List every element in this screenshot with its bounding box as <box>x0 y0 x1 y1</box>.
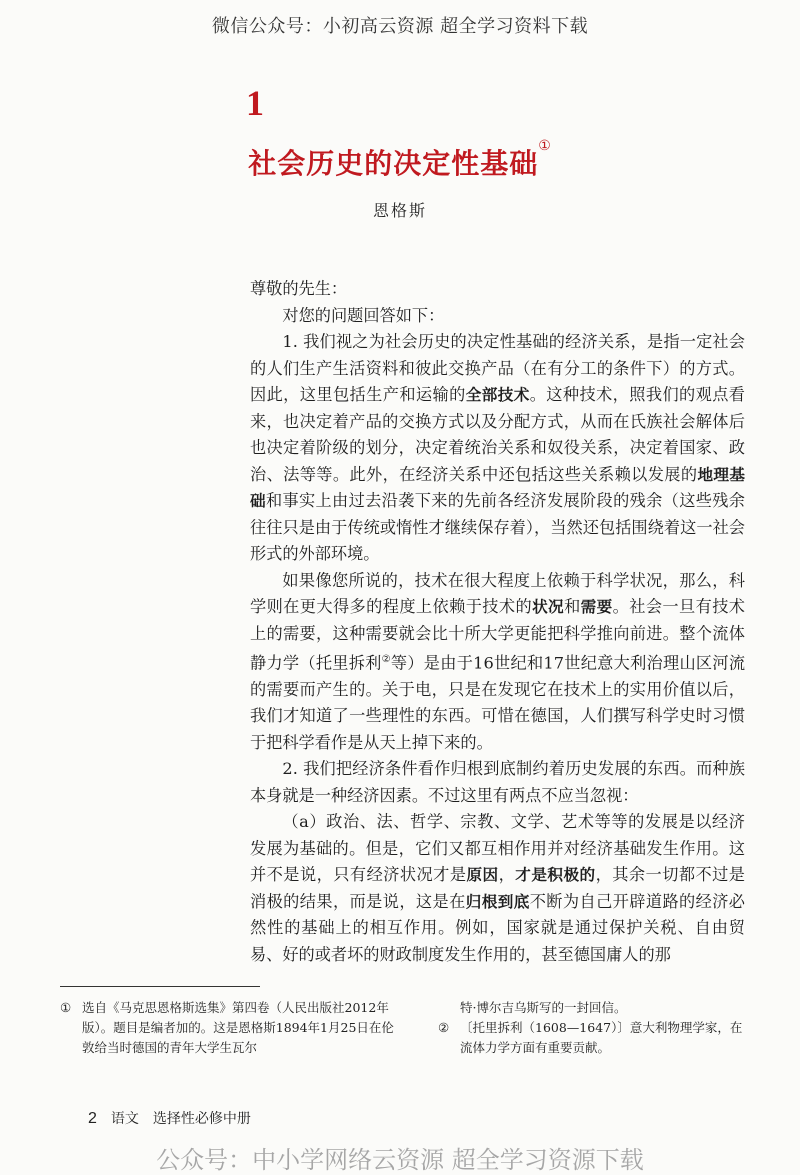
footnote-column-left <box>60 998 400 1058</box>
footnote-text: 特·博尔吉乌斯写的一封回信。 <box>460 1000 627 1015</box>
emphasis: 才是积极的 <box>515 866 596 885</box>
title-footnote-ref: ① <box>538 138 552 154</box>
emphasis: 归根到底 <box>465 892 530 911</box>
footnote-1-continued <box>438 998 750 1018</box>
footnote-text: 选自《马克思恩格斯选集》第四卷（人民出版社2012年版）。题目是编者加的。这是恩格斯1894年1月25日在伦敦给当时德国的青年大学生瓦尔 <box>82 1000 394 1055</box>
footnote-mark: ① <box>60 1000 72 1015</box>
emphasis: 原因 <box>466 866 499 885</box>
bottom-watermark: 公众号：中小学网络云资源 超全学习资源下载 <box>156 1146 644 1174</box>
chapter-number: 1 <box>246 83 264 123</box>
paragraph-4: （a）政治、法、哲学、宗教、文学、艺术等等的发展是以经济发展为基础的。但是，它们又都互相作用并对经济基础发生作用。这并不是说，只有经济状况才是原因，才是积极的，其余一切都不过是消极的结果，而是说，这是在归根到底不断为自己开辟道路的经济必然性的基础上的相互作用。例如，国家就是通过保护关税、自由贸易、好的或者坏的财政制度发生作用的，甚至德国庸人的那 <box>250 812 745 964</box>
footnote-text: 〔托里拆利（1608—1647）〕意大利物理学家，在流体力学方面有重要贡献。 <box>460 1020 743 1055</box>
footnote-mark: ② <box>438 1020 450 1035</box>
paragraph-3: 2. 我们把经济条件看作归根到底制约着历史发展的东西。而种族本身就是一种经济因素。不过这里有两点不应当忽视： <box>250 759 745 805</box>
top-watermark: 微信公众号：小初高云资源 超全学习资料下载 <box>211 16 589 37</box>
emphasis: 需要 <box>580 598 613 616</box>
emphasis: 全部技术 <box>465 386 530 404</box>
footnote-2 <box>438 1018 750 1058</box>
body-text <box>250 276 745 968</box>
intro-line: 对您的问题回答如下： <box>282 305 445 325</box>
page-title <box>0 138 800 182</box>
paragraph-1: 1. 我们视之为社会历史的决定性基础的经济关系，是指一定社会的人们生产生活资料和彼此交换产品（在有分工的条件下）的方式。因此，这里包括生产和运输的全部技术。这种技术，照我们的观点看来，也决定着产品的交换方式以及分配方式，从而在氏族社会解体后也决定着阶级的划分，决定着统治关系和奴役关系，决定着国家、政治、法等等。此外，在经济关系中还包括这些关系赖以发展的地理基础和事实上由过去沿袭下来的先前各经济发展阶段的残余（这些残余往往只是由于传统或惰性才继续保存着），当然还包括围绕着这一社会形式的外部环境。 <box>250 332 745 563</box>
page-number: 2 <box>88 1110 97 1127</box>
emphasis: 状况 <box>532 598 565 616</box>
page-footer <box>88 1108 251 1128</box>
emphasis: 地理基础 <box>250 465 745 510</box>
footnote-column-right <box>438 998 750 1058</box>
title-text: 社会历史的决定性基础 <box>248 147 539 180</box>
footnote-1 <box>60 998 400 1058</box>
book-title: 语文 选择性必修中册 <box>110 1111 251 1127</box>
author: 恩格斯 <box>372 201 427 220</box>
footnote-ref: ② <box>381 654 391 665</box>
footnote-divider <box>60 986 260 987</box>
salutation: 尊敬的先生： <box>250 279 348 298</box>
paragraph-2: 如果像您所说的，技术在很大程度上依赖于科学状况，那么，科学则在更大得多的程度上依赖于技术的状况和需要。社会一旦有技术上的需要，这种需要就会比十所大学更能把科学推向前进。整个流体静力学（托里拆利②等）是由于16世纪和17世纪意大利治理山区河流的需要而产生的。关于电，只是在发现它在技术上的实用价值以后，我们才知道了一些理性的东西。可惜在德国，人们撰写科学史时习惯于把科学看作是从天上掉下来的。 <box>250 570 746 752</box>
